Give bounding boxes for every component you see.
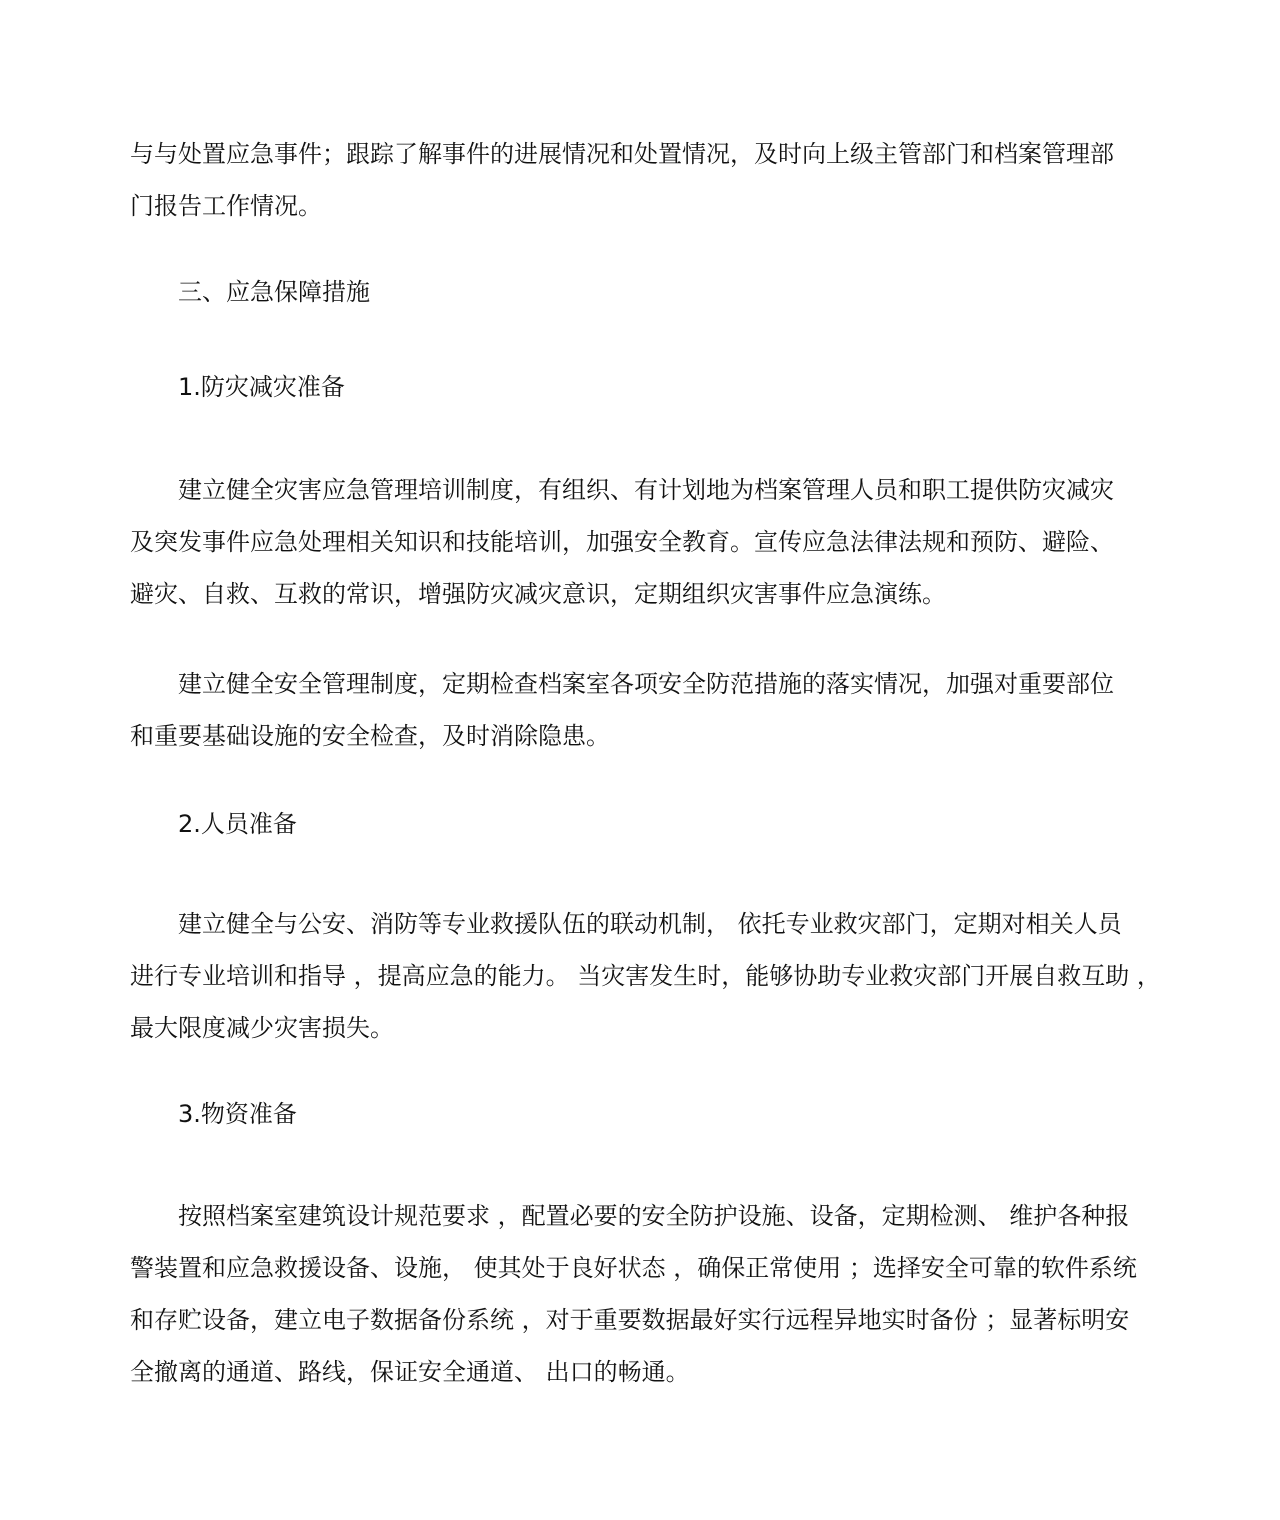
text-line: 门报告工作情况。 xyxy=(130,192,322,220)
subsection-heading-personnel xyxy=(130,798,1160,850)
paragraph-training xyxy=(130,464,1160,620)
subsection-heading-text: 3.物资准备 xyxy=(178,1100,297,1128)
text-line: 按照档案室建筑设计规范要求 ，配置必要的安全防护设施、设备，定期检测、 维护各种报 xyxy=(178,1202,1130,1230)
text-line: 和存贮设备，建立电子数据备份系统 ，对于重要数据最好实行远程异地实时备份 ；显著标明安 xyxy=(130,1306,1130,1334)
subsection-heading-materials xyxy=(130,1088,1160,1140)
text-line: 及突发事件应急处理相关知识和技能培训，加强安全教育。宣传应急法律法规和预防、避险、 xyxy=(130,528,1114,556)
paragraph-personnel xyxy=(130,898,1160,1054)
text-line: 最大限度减少灾害损失。 xyxy=(130,1014,394,1042)
section-heading-text: 三、应急保障措施 xyxy=(178,278,370,306)
section-heading-emergency-measures xyxy=(130,266,1160,318)
paragraph-materials xyxy=(130,1190,1160,1398)
paragraph-safety-management xyxy=(130,658,1160,762)
subsection-heading-text: 1.防灾减灾准备 xyxy=(178,373,345,401)
text-line: 和重要基础设施的安全检查，及时消除隐患。 xyxy=(130,722,610,750)
text-line: 建立健全安全管理制度，定期检查档案室各项安全防范措施的落实情况，加强对重要部位 xyxy=(178,670,1114,698)
text-line: 警装置和应急救援设备、设施， 使其处于良好状态 ，确保正常使用 ；选择安全可靠的软件系统 xyxy=(130,1254,1137,1282)
text-line: 避灾、自救、互救的常识，增强防灾减灾意识，定期组织灾害事件应急演练。 xyxy=(130,580,946,608)
text-line: 全撤离的通道、路线，保证安全通道、 出口的畅通。 xyxy=(130,1358,690,1386)
text-line: 建立健全与公安、消防等专业救援队伍的联动机制， 依托专业救灾部门，定期对相关人员 xyxy=(178,910,1122,938)
paragraph-continuation xyxy=(130,128,1160,232)
text-line: 与与处置应急事件；跟踪了解事件的进展情况和处置情况，及时向上级主管部门和档案管理部 xyxy=(130,140,1114,168)
text-line: 进行专业培训和指导 ，提高应急的能力。 当灾害发生时，能够协助专业救灾部门开展自救互助 ， xyxy=(130,962,1161,990)
subsection-heading-text: 2.人员准备 xyxy=(178,810,297,838)
text-line: 建立健全灾害应急管理培训制度，有组织、有计划地为档案管理人员和职工提供防灾减灾 xyxy=(178,476,1114,504)
subsection-heading-disaster-prevention xyxy=(130,361,1160,413)
